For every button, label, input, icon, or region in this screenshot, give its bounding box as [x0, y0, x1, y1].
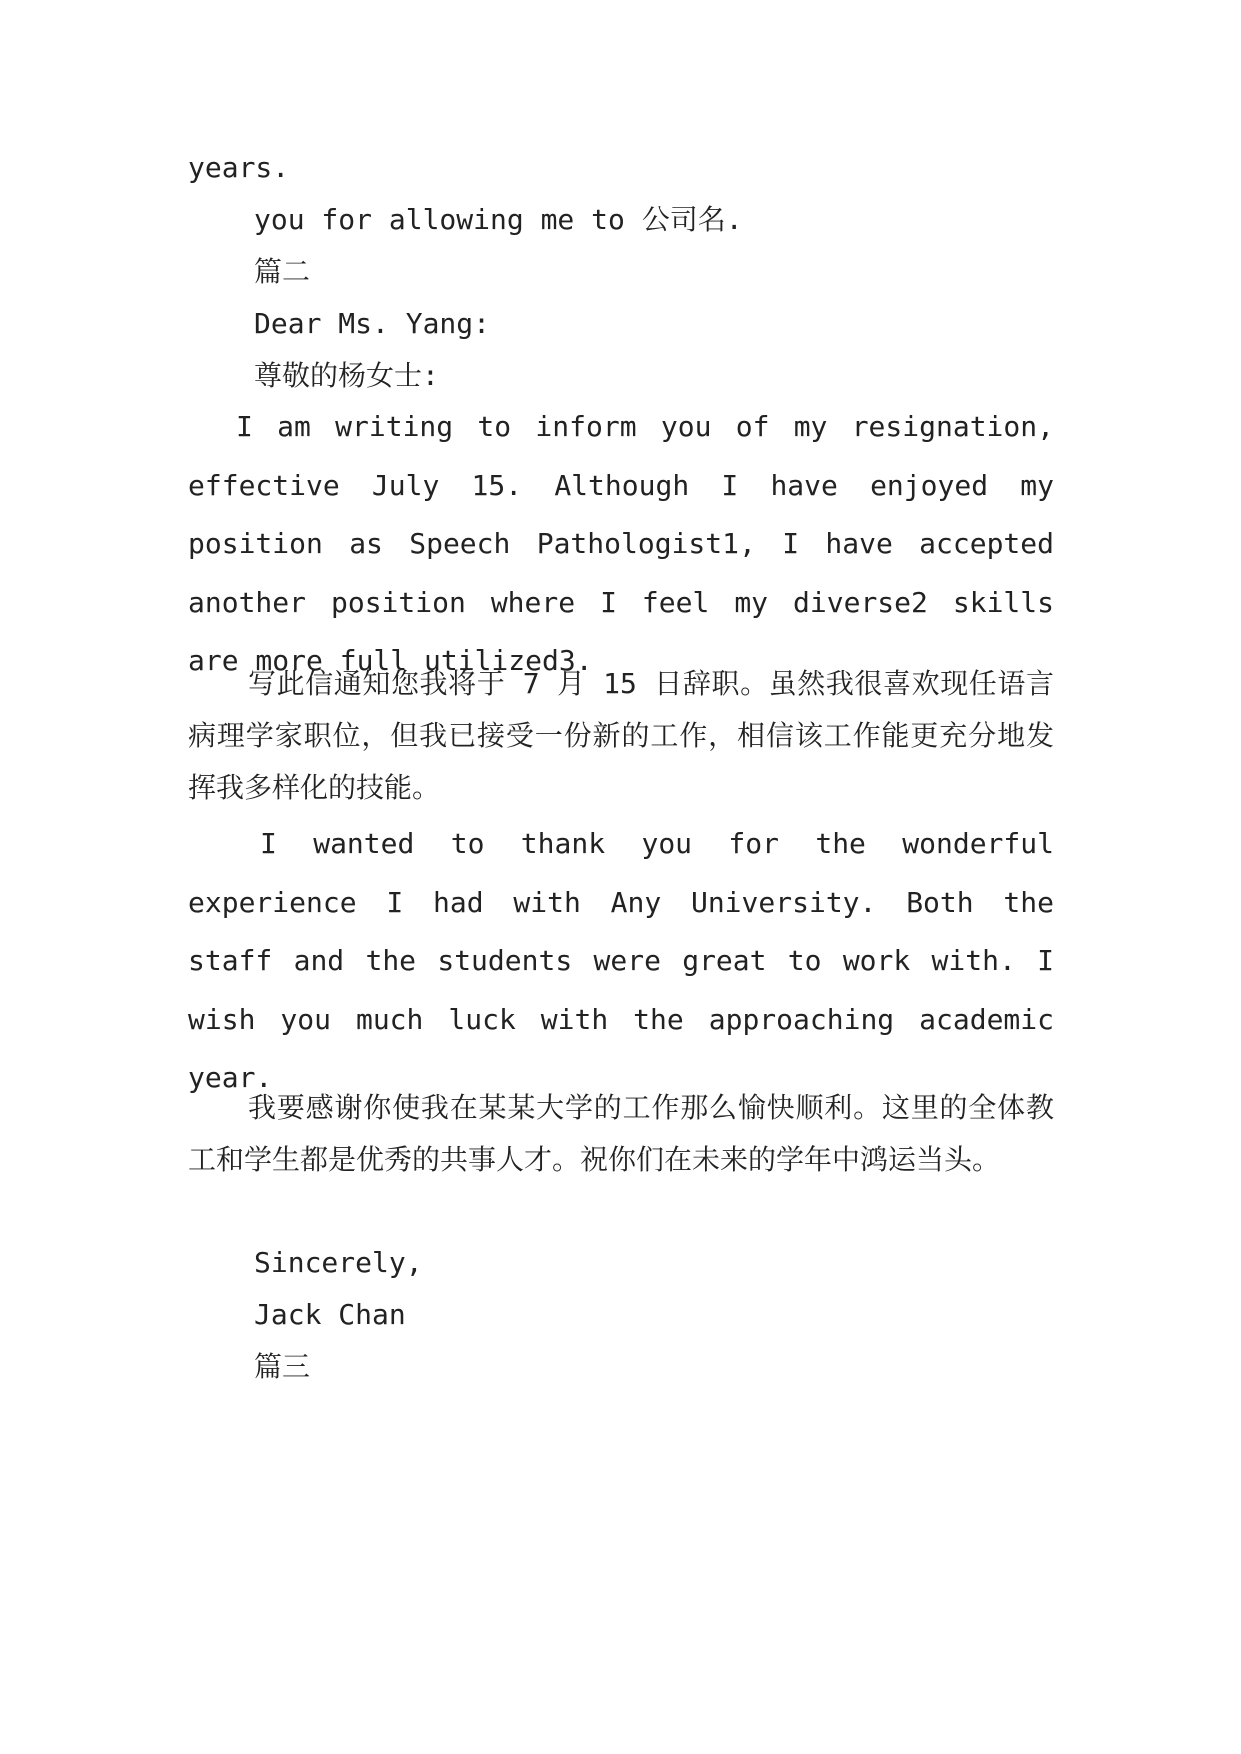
paragraph-thanks-english: I wanted to thank you for the wonderful experience I had with Any University. Both the staff and the students were great to work with. I wish you much luck with the approaching academic year. — [188, 827, 1054, 1094]
text-line-thanks-company: you for allowing me to 公司名. — [254, 203, 743, 236]
paragraph-resignation-chinese: 写此信通知您我将于 7 月 15 日辞职。虽然我很喜欢现任语言病理学家职位，但我已接受一份新的工作，相信该工作能更充分地发挥我多样化的技能。 — [188, 667, 1054, 804]
paragraph-thanks-chinese: 我要感谢你使我在某某大学的工作那么愉快顺利。这里的全体教工和学生都是优秀的共事人才。祝你们在未来的学年中鸿运当头。 — [188, 1091, 1054, 1176]
signature: Jack Chan — [254, 1298, 406, 1331]
salutation-chinese: 尊敬的杨女士: — [254, 359, 439, 392]
section-heading-two: 篇二 — [254, 255, 311, 288]
salutation-english: Dear Ms. Yang: — [254, 307, 491, 340]
closing: Sincerely, — [254, 1246, 423, 1279]
section-heading-three: 篇三 — [254, 1350, 311, 1383]
text-line-years: years. — [188, 151, 290, 184]
paragraph-resignation-english: I am writing to inform you of my resignation, effective July 15. Although I have enjoyed my position as Speech Pathologist1, I have accepted another position where I feel my diverse2 skills are more full utilized3. — [188, 410, 1054, 677]
